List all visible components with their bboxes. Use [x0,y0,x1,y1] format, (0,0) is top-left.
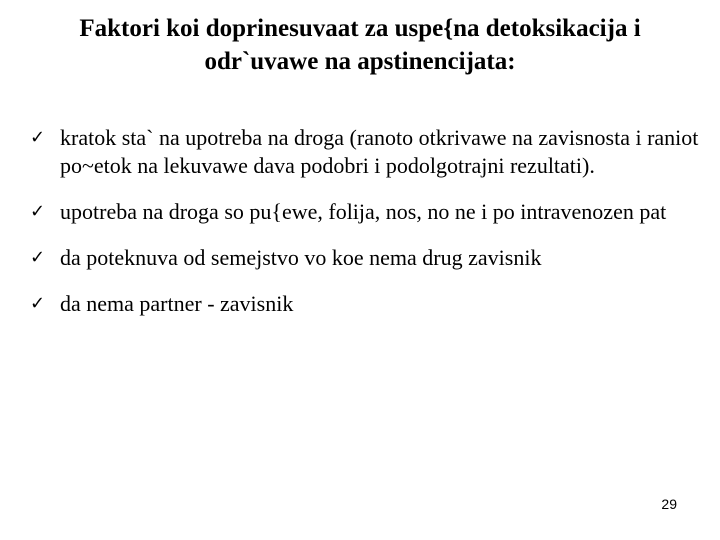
list-item [30,124,700,180]
list-item [30,244,700,272]
checkmark-icon: ✓ [30,293,46,314]
bullet-text: kratok sta` na upotreba na droga (ranoto otkrivawe na zavisnosta i raniot po~etok na lekuvawe dava podobri i podolgotrajni rezultati). [60,125,699,178]
bullet-list [30,124,700,332]
slide-title [20,12,700,78]
bullet-text: upotreba na droga so pu{ewe, folija, nos, no ne i po intravenozen pat [60,199,667,224]
slide-title-line-1: Faktori koi doprinesuvaat za uspe{na detoksikacija i [79,15,641,42]
list-item [30,290,700,318]
checkmark-icon: ✓ [30,247,46,268]
list-item [30,198,700,226]
bullet-text: da poteknuva od semejstvo vo koe nema drug zavisnik [60,245,542,270]
slide-title-line-2: odr`uvawe na apstinencijata: [204,48,516,75]
page-number: 29 [661,496,677,512]
bullet-text: da nema partner - zavisnik [60,291,294,316]
checkmark-icon: ✓ [30,201,46,222]
checkmark-icon: ✓ [30,127,46,148]
